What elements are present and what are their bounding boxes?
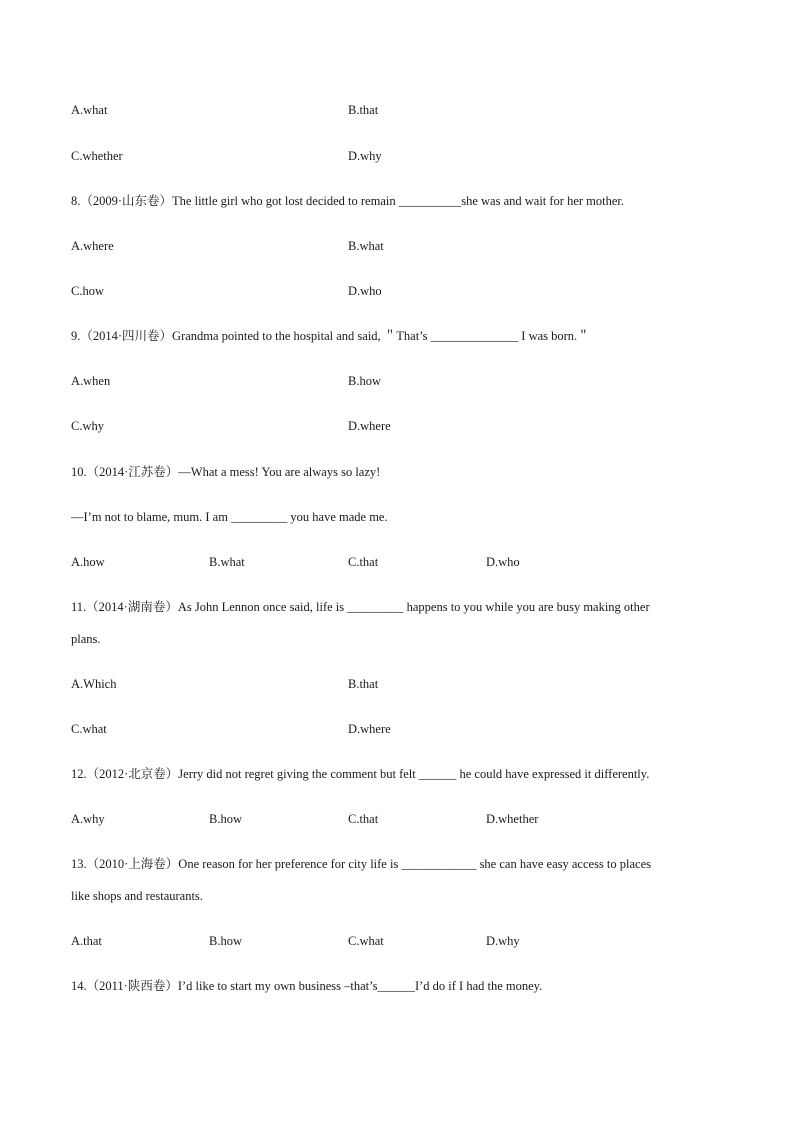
- q11-stem-cont: plans.: [71, 632, 101, 646]
- q13-stem: 13.（2010·上海卷）One reason for her preference for city life is ____________ she can have easy access to places: [71, 857, 652, 871]
- q12-option-a[interactable]: A.why: [71, 812, 105, 826]
- q8-option-d[interactable]: D.who: [348, 284, 382, 298]
- q11-option-d[interactable]: D.where: [348, 722, 391, 736]
- q11-stem: 11.（2014·湖南卷）As John Lennon once said, life is _________ happens to you while you are busy making other: [71, 600, 650, 614]
- q14-stem: 14.（2011·陕西卷）I’d like to start my own business –that’s______I’d do if I had the money.: [71, 979, 543, 993]
- q13-option-d[interactable]: D.why: [486, 934, 520, 948]
- q10-stem-reply: —I’m not to blame, mum. I am _________ you have made me.: [71, 510, 388, 524]
- q12-stem: 12.（2012·北京卷）Jerry did not regret giving the comment but felt ______ he could have expressed it differently.: [71, 767, 650, 781]
- q12-option-b[interactable]: B.how: [209, 812, 242, 826]
- q8-option-b[interactable]: B.what: [348, 239, 384, 253]
- q9-option-a[interactable]: A.when: [71, 374, 111, 388]
- q13-option-b[interactable]: B.how: [209, 934, 242, 948]
- q12-option-d[interactable]: D.whether: [486, 812, 539, 826]
- q9-option-c[interactable]: C.why: [71, 419, 104, 433]
- q10-option-a[interactable]: A.how: [71, 555, 105, 569]
- q12-option-c[interactable]: C.that: [348, 812, 379, 826]
- q7-option-a[interactable]: A.what: [71, 103, 108, 117]
- q10-option-d[interactable]: D.who: [486, 555, 520, 569]
- q8-option-a[interactable]: A.where: [71, 239, 114, 253]
- q10-option-c[interactable]: C.that: [348, 555, 379, 569]
- q7-option-c[interactable]: C.whether: [71, 149, 123, 163]
- q9-option-d[interactable]: D.where: [348, 419, 391, 433]
- q10-stem: 10.（2014·江苏卷）—What a mess! You are always so lazy!: [71, 465, 381, 479]
- q13-option-a[interactable]: A.that: [71, 934, 102, 948]
- q9-option-b[interactable]: B.how: [348, 374, 381, 388]
- q11-option-a[interactable]: A.Which: [71, 677, 117, 691]
- q8-stem: 8.（2009·山东卷）The little girl who got lost decided to remain __________she was and wait for her mother.: [71, 194, 625, 208]
- q8-option-c[interactable]: C.how: [71, 284, 104, 298]
- q11-option-b[interactable]: B.that: [348, 677, 379, 691]
- q13-stem-cont: like shops and restaurants.: [71, 889, 203, 903]
- q11-option-c[interactable]: C.what: [71, 722, 107, 736]
- q10-option-b[interactable]: B.what: [209, 555, 245, 569]
- q7-option-d[interactable]: D.why: [348, 149, 382, 163]
- q7-option-b[interactable]: B.that: [348, 103, 379, 117]
- q13-option-c[interactable]: C.what: [348, 934, 384, 948]
- q9-stem: 9.（2014·四川卷）Grandma pointed to the hospital and said, ＂That’s ______________ I was born.＂: [71, 329, 590, 343]
